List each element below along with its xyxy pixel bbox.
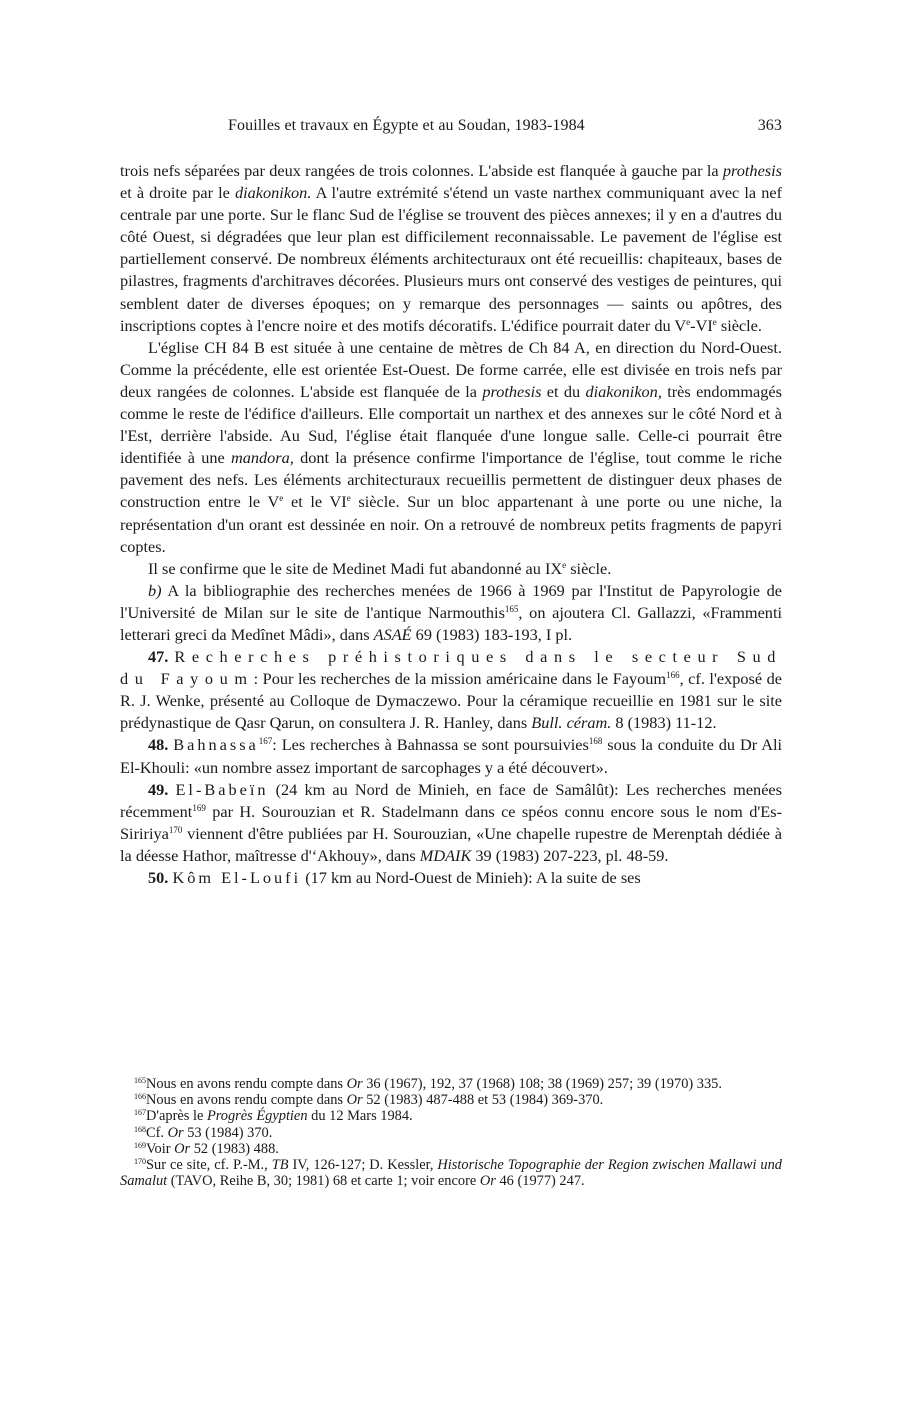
italic-title: Progrès Égyptien [206,1108,308,1125]
footnote-165 [120,1076,782,1092]
text-run: (TAVO, Reihe B, 30; 1981) 68 et carte 1; voir encore [167,1173,480,1190]
text-run: 53 (1984) 370. [183,1124,273,1141]
italic-journal: Or [167,1124,184,1141]
text-run: , cf. l'exposé de R. J. Wenke, présenté au Colloque de Dymaczewo. Pour la céramique recueillie en 1981 sur le site prédynastique de Qasr Qarun, on consultera J. R. Hanley, dans [120,669,782,733]
superscript: e [686,316,691,327]
italic-term: diakonikon. [234,183,312,203]
text-run: D'après le [146,1108,207,1125]
superscript: e [562,559,567,570]
superscript: e [346,493,351,504]
text-run: 52 (1983) 487-488 et 53 (1984) 369-370. [362,1092,604,1109]
body-text [120,160,782,889]
italic-journal: Bull. céram. [531,713,612,733]
paragraph-medinet-madi [120,558,782,580]
footnote-number: 167 [134,1108,146,1118]
superscript: e [712,316,717,327]
italic-journal: Or [346,1092,363,1109]
entry-number: 50. [148,868,169,887]
footnote-ref-169[interactable]: 169 [192,802,206,813]
running-title: Fouilles et travaux en Égypte et au Soudan, 1983-1984 [228,117,585,134]
text-run: par H. Sourouzian et R. Stadelmann dans ce spéos connu encore sous le nom d'Es-Siririya [120,801,782,843]
text-run: et à droite par le [120,183,235,203]
text-run: et le VI [283,492,347,512]
footnote-number: 166 [134,1092,146,1102]
entry-49 [120,779,782,867]
text-run: 36 (1967), 192, 37 (1968) 108; 38 (1969) 257; 39 (1970) 335. [362,1076,722,1092]
text-run: viennent d'être publiées par H. Sourouzian, «Une chapelle rupestre de Merenptah dédiée à la déesse Hathor, maîtresse d'‘Akhouy», dans [120,823,782,865]
text-run: Il se confirme que le site de Medinet Madi fut abandonné au IX [148,558,563,578]
text-run: L'église CH 84 B est située à une centaine de mètres de Ch 84 A, en direction du Nord-Ouest. Comme la précédente, elle est orientée Est-Ouest. De forme carrée, elle est divisée en trois nefs par deux rangées de colonnes. L'abside est flanquée de la [120,337,782,401]
text-run: Voir [146,1140,175,1157]
footnote-ref-168[interactable]: 168 [588,736,603,747]
text-run: Cf. [146,1124,168,1141]
text-run: 39 (1983) 207-223, pl. 48-59. [471,845,669,865]
text-run: siècle. [566,558,612,578]
footnote-number: 168 [134,1124,146,1134]
entry-title: El-Babeïn [175,779,269,799]
text-run: siècle. Sur un bloc appartenant à une porte ou une niche, la représentation d'un orant est dessinée en noir. On a retrouvé de nombreux petits fragments de papyri coptes. [120,492,782,556]
text-run: 69 (1983) 183-193, I pl. [411,624,573,644]
italic-term: prothesis [482,381,542,401]
text-run: 46 (1977) 247. [495,1173,585,1190]
footnotes [120,1076,782,1189]
entry-number: 48. [148,735,169,755]
text-run: Nous en avons rendu compte dans [146,1092,347,1109]
text-run: 8 (1983) 11-12. [611,713,717,733]
paragraph-church-a-continued [120,160,782,337]
footnote-167 [120,1108,782,1124]
entry-50 [120,867,782,889]
text-run: trois nefs séparées par deux rangées de trois colonnes. L'abside est flanquée à gauche par la [120,161,723,180]
entry-number: 49. [148,779,169,799]
entry-48 [120,734,782,778]
italic-term: diakonikon, [585,381,662,401]
text-run: dont la présence confirme l'importance de l'église, tout comme le riche pavement des nefs. Les éléments architecturaux recueillis permettent de distinguer deux phases de construction entre le V [120,448,783,512]
entry-47 [120,646,782,734]
italic-title: Historische Topographie der Region zwischen Mallawi und Samalut [120,1157,783,1190]
superscript: e [279,493,284,504]
text-run: : Pour les recherches de la mission américaine dans le Fayoum [253,669,667,689]
text-run: : Les recherches à Bahnassa se sont poursuivies [272,735,589,755]
entry-number: 47. [148,647,169,667]
italic-journal: Or [174,1140,191,1157]
paragraph-church-b [120,337,782,558]
italic-term: mandora, [230,448,294,468]
item-letter: b) [148,580,162,600]
entry-title: Bahnassa [173,735,259,755]
footnote-ref-170[interactable]: 170 [168,824,183,835]
text-run: 52 (1983) 488. [190,1140,279,1157]
italic-term: prothesis [722,161,782,180]
footnote-ref-167[interactable]: 167 [258,736,273,747]
italic-journal: Or [346,1076,363,1092]
italic-journal: TB [271,1157,289,1174]
text-run: siècle. [716,315,762,335]
paragraph-bibliography-b [120,580,782,646]
text-run: A la bibliographie des recherches menées de 1966 à 1969 par l'Institut de Papyrologie de l'Université de Milan sur le site de l'antique Narmouthis [120,580,782,622]
footnote-number: 165 [134,1076,146,1085]
footnote-ref-165[interactable]: 165 [504,603,519,614]
text-run: du 12 Mars 1984. [307,1108,413,1125]
footnote-ref-166[interactable]: 166 [666,670,680,681]
footnote-170 [120,1157,782,1189]
text-run: A l'autre extrémité s'étend un vaste narthex communiquant avec la nef centrale par une porte. Sur le flanc Sud de l'église se trouvent des pièces annexes; il y en a d'autres du côté Ouest, si dégradées que leur plan est difficilement reconnaissable. Le pavement de l'église est partiellement conservé. De nombreux éléments architecturaux ont été recueillis: chapiteaux, bases de pilastres, fragments d'architraves décorées. Plusieurs murs ont conservé des vestiges de peintures, qui semblent dater de diverses époques; on y remarque des personnages — saints ou apôtres, des inscriptions coptes à l'encre noire et des motifs décoratifs. L'édifice pourrait dater du V [120,183,783,335]
footnote-169 [120,1141,782,1157]
footnote-number: 170 [134,1157,146,1167]
text-run: IV, 126-127; D. Kessler, [288,1157,438,1174]
text-run: , on ajoutera Cl. Gallazzi, «Frammenti letterari greci da Medînet Mâdi», dans [120,602,782,644]
footnote-number: 169 [134,1140,146,1150]
text-run: Sur ce site, cf. P.-M., [146,1157,272,1174]
page-header [120,117,782,139]
entry-title: Recherches préhistoriques dans le secteur Sud du Fayoum [120,647,782,689]
italic-journal: MDAIK [419,845,472,865]
italic-journal: Or [479,1173,496,1190]
footnote-166 [120,1092,782,1108]
text-run: sous la conduite du Dr Ali El-Khouli: «un nombre assez important de sarcophages y a été découvert». [120,735,782,777]
text-run: (17 km au Nord-Ouest de Minieh): A la suite de ses [301,868,641,887]
text-run: -VI [690,315,713,335]
entry-title: Kôm El-Loufi [172,868,302,887]
text-run: (24 km au Nord de Minieh, en face de Samâlût): Les recherches menées récemment [120,779,782,821]
italic-journal: ASAÉ [373,624,412,644]
footnote-168 [120,1125,782,1141]
text-run: et du [541,381,586,401]
text-run: très endommagés comme le reste de l'édifice d'ailleurs. Elle comportait un narthex et des annexes sur le côté Nord et à l'Est, derrière l'abside. Au Sud, l'église était flanquée d'une longue salle. Celle-ci pourrait être identifiée à une [120,381,782,468]
page-number: 363 [757,117,782,134]
text-run: Nous en avons rendu compte dans [146,1076,347,1092]
